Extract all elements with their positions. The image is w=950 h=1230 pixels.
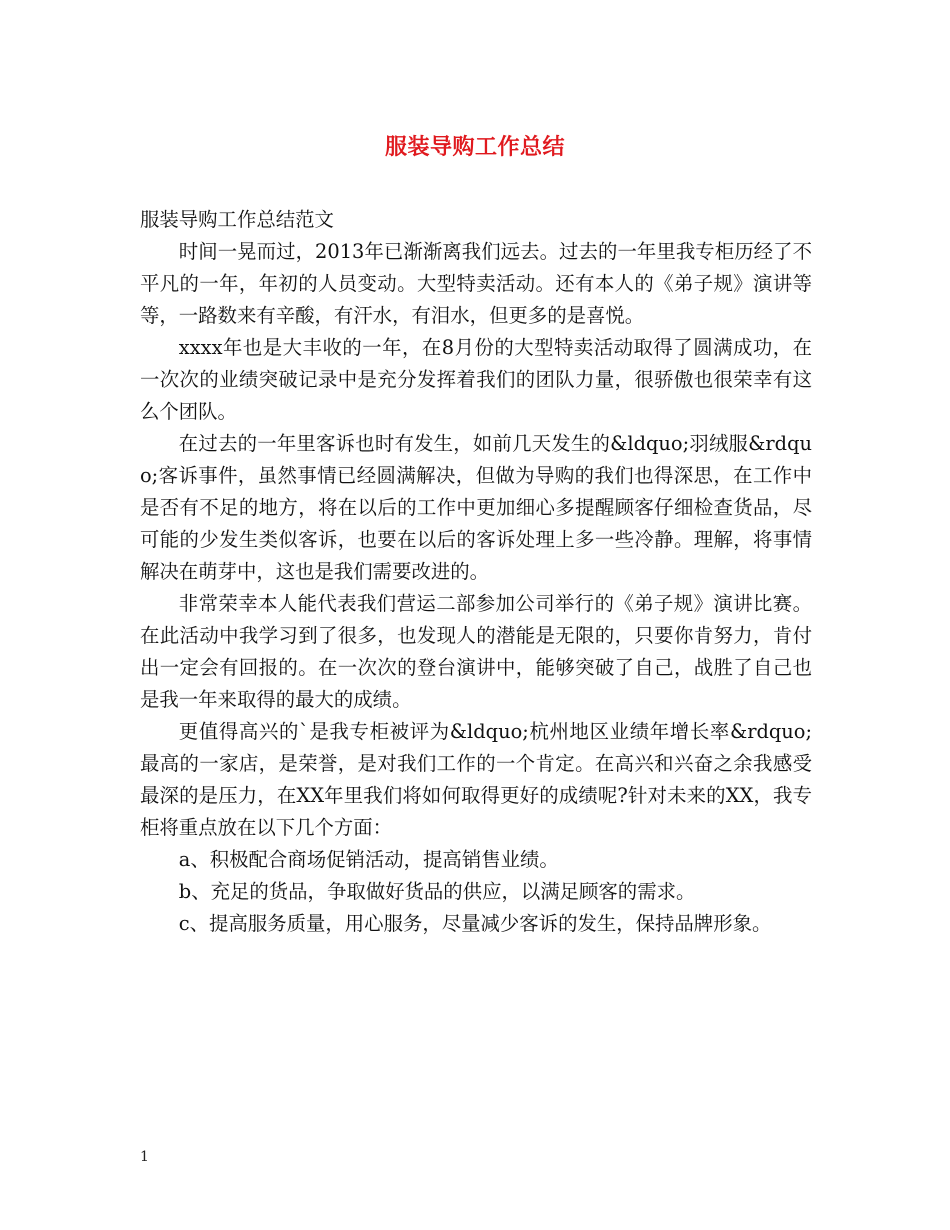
document-body: [140, 204, 812, 940]
list-item: b、充足的货品，争取做好货品的供应，以满足顾客的需求。: [178, 880, 696, 903]
paragraph: 时间一晃而过，2013年已渐渐离我们远去。过去的一年里我专柜历经了不平凡的一年，年初的人员变动。大型特卖活动。还有本人的《弟子规》演讲等等，一路数来有辛酸，有汗水，有泪水，但更多的是喜悦。: [140, 240, 812, 327]
document-title: 服装导购工作总结: [384, 135, 565, 160]
paragraph: 更值得高兴的`是我专柜被评为&ldquo;杭州地区业绩年增长率&rdquo;最高的一家店，是荣誉，是对我们工作的一个肯定。在高兴和兴奋之余我感受最深的是压力，在XX年里我们将如何取得更好的成绩呢?针对未来的XX，我专柜将重点放在以下几个方面：: [140, 720, 812, 839]
page-number: 1: [140, 1149, 149, 1165]
document-subtitle: 服装导购工作总结范文: [140, 208, 334, 231]
paragraph: 在过去的一年里客诉也时有发生，如前几天发生的&ldquo;羽绒服&rdquo;客诉事件，虽然事情已经圆满解决，但做为导购的我们也得深思，在工作中是否有不足的地方，将在以后的工作中更加细心多提醒顾客仔细检查货品，尽可能的少发生类似客诉，也要在以后的客诉处理上多一些冷静。理解，将事情解决在萌芽中，这也是我们需要改进的。: [140, 432, 812, 583]
paragraph: xxxx年也是大丰收的一年，在8月份的大型特卖活动取得了圆满成功，在一次次的业绩突破记录中是充分发挥着我们的团队力量，很骄傲也很荣幸有这么个团队。: [140, 336, 812, 423]
paragraph: 非常荣幸本人能代表我们营运二部参加公司举行的《弟子规》演讲比赛。在此活动中我学习到了很多，也发现人的潜能是无限的，只要你肯努力，肯付出一定会有回报的。在一次次的登台演讲中，能够突破了自己，战胜了自己也是我一年来取得的最大的成绩。: [140, 592, 812, 711]
list-item: c、提高服务质量，用心服务，尽量减少客诉的发生，保持品牌形象。: [178, 912, 772, 935]
list-item: a、积极配合商场促销活动，提高销售业绩。: [178, 848, 559, 871]
